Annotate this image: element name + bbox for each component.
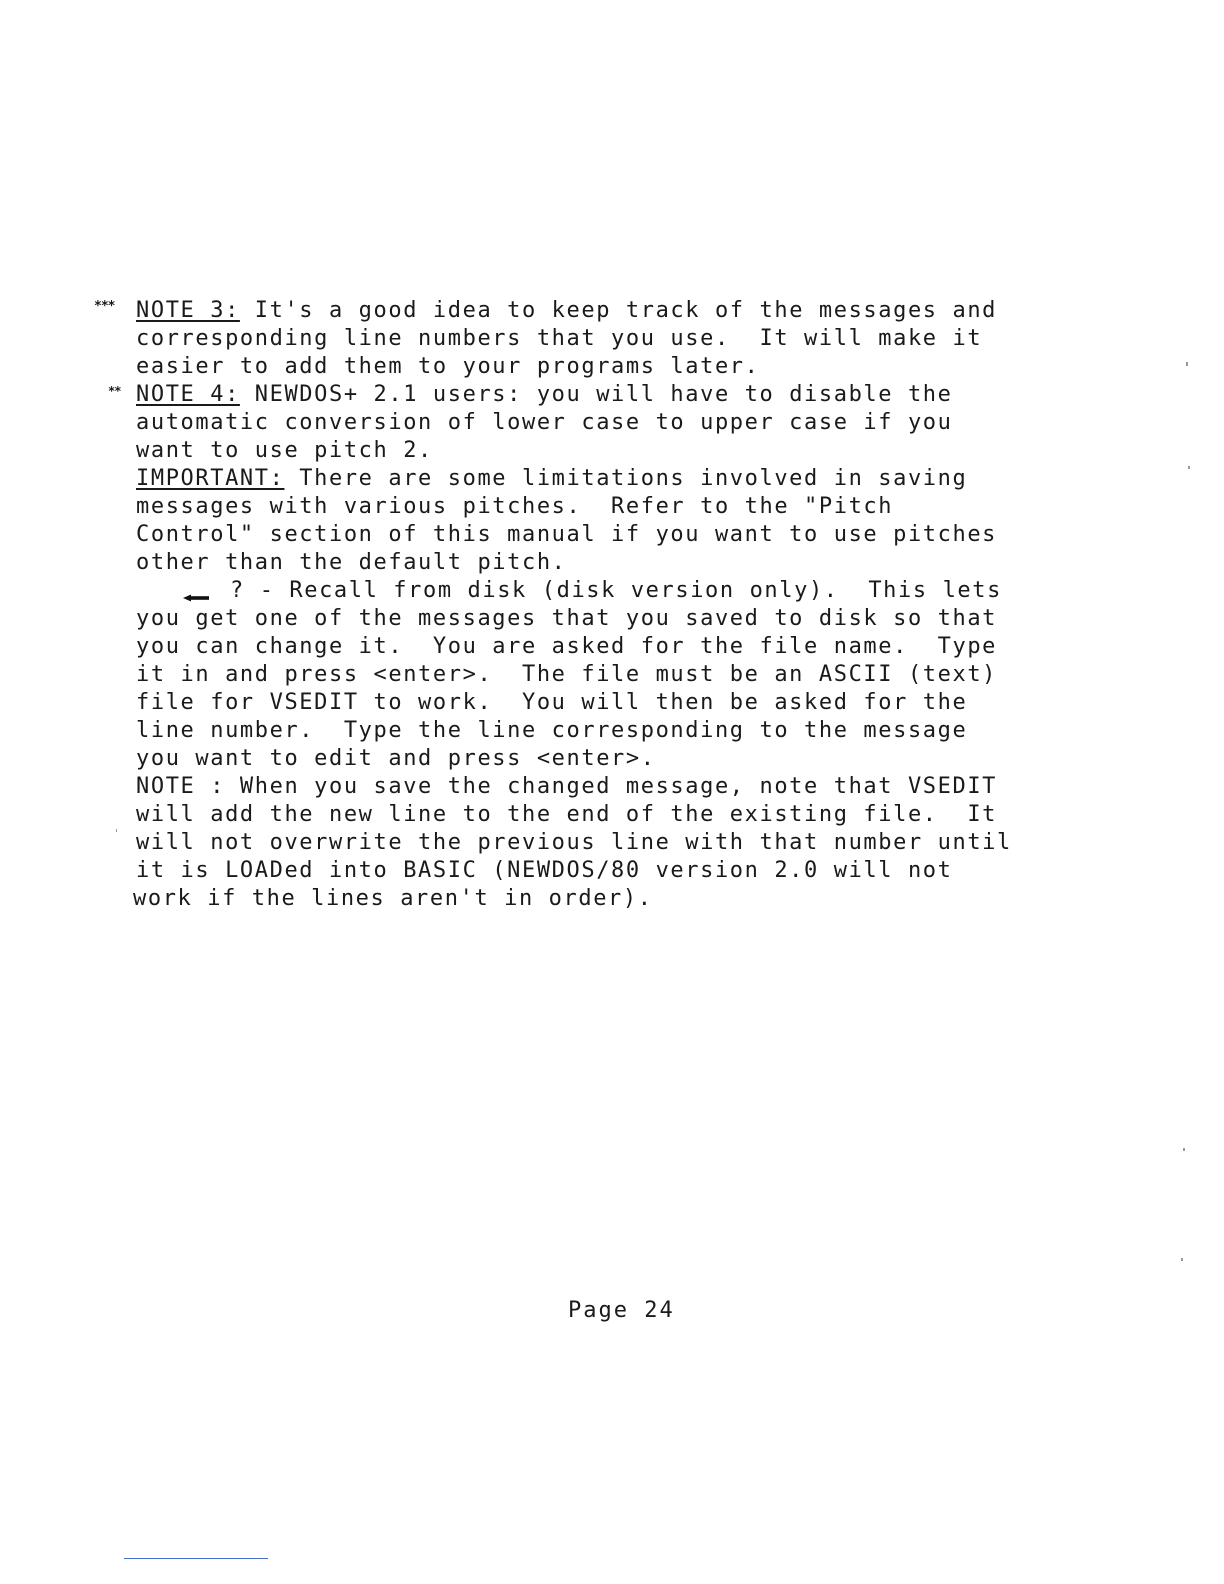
note3-text-1: It's a good idea to keep track of the messages and: [239, 298, 998, 323]
scan-speck: [1183, 1148, 1185, 1151]
left-arrow-icon: [183, 594, 209, 602]
note4-line-3: want to use pitch 2.: [136, 438, 433, 463]
scan-speck: [1188, 466, 1190, 469]
recall-line-1: ? - Recall from disk (disk version only). This lets: [230, 578, 1002, 603]
page-number: Page 24: [568, 1298, 675, 1323]
footer-rule: [124, 1558, 268, 1559]
note4-line-1: [136, 381, 953, 408]
recall-line-2: you get one of the messages that you saved to disk so that: [136, 606, 998, 631]
scan-speck: [116, 829, 117, 832]
important-line-3: Control" section of this manual if you want to use pitches: [136, 522, 998, 547]
note3-line-2: corresponding line numbers that you use. It will make it: [136, 326, 983, 351]
note3-line-1: [136, 297, 997, 324]
recall-line-4: it in and press <enter>. The file must be an ASCII (text): [136, 662, 998, 687]
save-note-line-4: it is LOADed into BASIC (NEWDOS/80 version 2.0 will not: [136, 858, 953, 883]
scan-speck: [1186, 362, 1188, 366]
important-line-1: [136, 465, 967, 492]
recall-line-3: you can change it. You are asked for the file name. Type: [136, 634, 998, 659]
important-label: IMPORTANT:: [136, 466, 285, 491]
recall-line-7: you want to edit and press <enter>.: [136, 746, 656, 771]
important-line-4: other than the default pitch.: [136, 550, 567, 575]
note4-text-1: NEWDOS+ 2.1 users: you will have to disable the: [239, 382, 953, 407]
note4-line-2: automatic conversion of lower case to upper case if you: [136, 410, 953, 435]
recall-line-6: line number. Type the line corresponding to the message: [136, 718, 968, 743]
note4-label: NOTE 4:: [136, 382, 240, 407]
save-note-line-2: will add the new line to the end of the existing file. It: [136, 802, 998, 827]
note3-marker: ***: [94, 299, 115, 314]
note3-label: NOTE 3:: [136, 298, 240, 323]
scan-speck: [1181, 1258, 1183, 1261]
note4-marker: **: [108, 384, 121, 398]
note3-line-3: easier to add them to your programs later.: [136, 354, 760, 379]
recall-line-5: file for VSEDIT to work. You will then be asked for the: [136, 690, 968, 715]
save-note-line-1: NOTE : When you save the changed message, note that VSEDIT: [136, 774, 998, 799]
important-line-2: messages with various pitches. Refer to the "Pitch: [136, 494, 894, 519]
save-note-line-5: work if the lines aren't in order).: [133, 886, 653, 911]
important-text-1: There are some limitations involved in saving: [284, 466, 968, 491]
save-note-line-3: will not overwrite the previous line with that number until: [136, 830, 1012, 855]
